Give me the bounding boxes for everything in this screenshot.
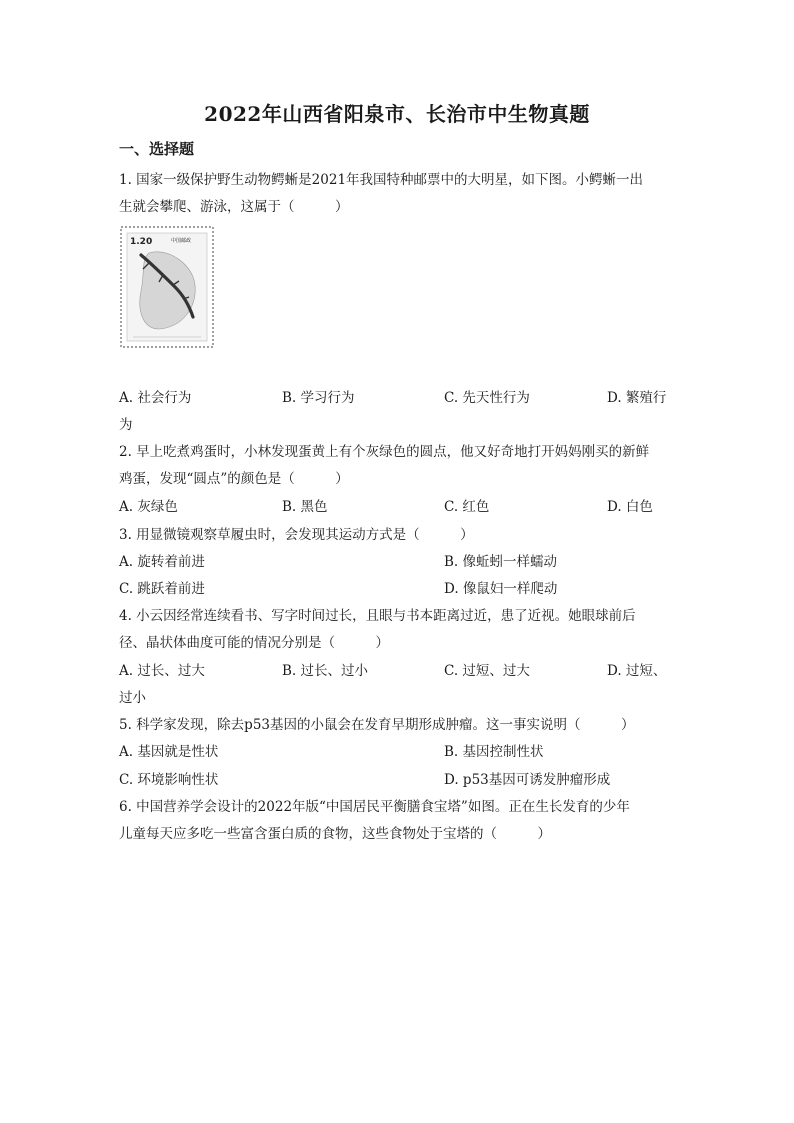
question-4-option-d: D. 过短、 <box>607 663 667 679</box>
question-5-option-a: A. 基因就是性状 <box>119 744 219 760</box>
question-2-option-d: D. 白色 <box>607 499 653 515</box>
question-1-option-c: C. 先天性行为 <box>444 390 530 406</box>
question-1-line-2: 生就会攀爬、游泳，这属于（ ） <box>119 199 349 215</box>
question-5-option-d: D. p53基因可诱发肿瘤形成 <box>444 772 611 788</box>
question-5-line-1: 5. 科学家发现，除去p53基因的小鼠会在发育早期形成肿瘤。这一事实说明（ ） <box>119 717 635 733</box>
stamp-country: 中国邮政 <box>171 238 192 244</box>
question-5-option-b: B. 基因控制性状 <box>444 744 544 760</box>
question-5-option-c: C. 环境影响性状 <box>119 772 219 788</box>
question-1-option-d-wrap: 为 <box>119 417 133 433</box>
question-2-line-2: 鸡蛋，发现“圆点”的颜色是（ ） <box>119 471 349 487</box>
page-title: 2022年山西省阳泉市、长治市中生物真题 <box>204 102 590 126</box>
question-2-option-a: A. 灰绿色 <box>119 499 178 515</box>
question-1-option-d: D. 繁殖行 <box>607 390 667 406</box>
question-3-option-a: A. 旋转着前进 <box>119 554 205 570</box>
question-3-option-d: D. 像鼠妇一样爬动 <box>444 581 558 597</box>
question-3-option-b: B. 像蚯蚓一样蠕动 <box>444 554 558 570</box>
question-2-option-b: B. 黑色 <box>282 499 328 515</box>
question-4-option-d-wrap: 过小 <box>119 690 146 706</box>
section-title: 一、选择题 <box>119 140 195 158</box>
question-2-option-c: C. 红色 <box>444 499 490 515</box>
question-3-option-c: C. 跳跃着前进 <box>119 581 205 597</box>
question-4-option-b: B. 过长、过小 <box>282 663 369 679</box>
question-1-line-1: 1. 国家一级保护野生动物鳄蜥是2021年我国特种邮票中的大明星，如下图。小鳄蜥一出 <box>119 172 644 188</box>
question-4-line-2: 径、晶状体曲度可能的情况分别是（ ） <box>119 635 389 651</box>
question-1-option-a: A. 社会行为 <box>119 390 192 406</box>
question-4-line-1: 4. 小云因经常连续看书、写字时间过长，且眼与书本距离过近，患了近视。她眼球前后 <box>119 608 636 624</box>
question-4-option-c: C. 过短、过大 <box>444 663 530 679</box>
stamp-value: 1.20 <box>130 237 153 247</box>
question-3-line-1: 3. 用显微镜观察草履虫时，会发现其运动方式是（ ） <box>119 527 474 543</box>
question-2-line-1: 2. 早上吃煮鸡蛋时，小林发现蛋黄上有个灰绿色的圆点，他又好奇地打开妈妈刚买的新鲜 <box>119 444 650 460</box>
question-6-line-1: 6. 中国营养学会设计的2022年版“中国居民平衡膳食宝塔”如图。正在生长发育的少年 <box>119 799 630 815</box>
question-6-line-2: 儿童每天应多吃一些富含蛋白质的食物，这些食物处于宝塔的（ ） <box>119 826 551 842</box>
question-1-option-b: B. 学习行为 <box>282 390 355 406</box>
stamp-image <box>119 225 215 349</box>
question-4-option-a: A. 过长、过大 <box>119 663 205 679</box>
